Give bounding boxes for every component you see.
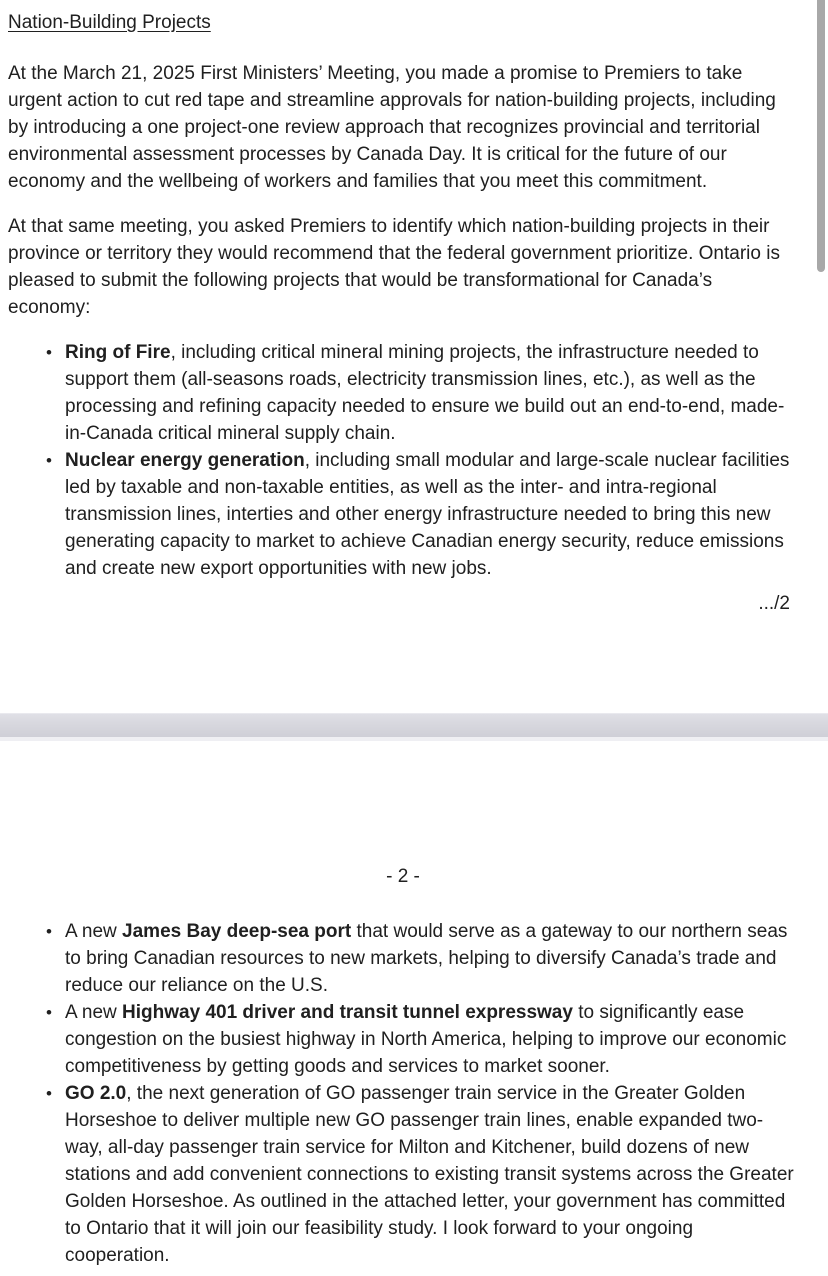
project-list-page-2 [8, 918, 798, 1269]
bullet-bold-text: Nuclear energy generation [65, 450, 305, 471]
bullet-icon: • [46, 343, 52, 362]
document-page-2 [0, 741, 828, 1276]
bullet-body-text: that would serve as a gateway to our northern seas to bring Canadian resources to new markets, helping to diversify Canada’s trade and reduce our reliance on the U.S. [65, 921, 788, 996]
paragraph: At the March 21, 2025 First Ministers’ Meeting, you made a promise to Premiers to take urgent action to cut red tape and streamline approvals for nation-building projects, including by introducing a one project-one review approach that recognizes provincial and territorial environmental assessment processes by Canada Day. It is critical for the future of our economy and the wellbeing of workers and families that you meet this commitment. [8, 63, 776, 192]
project-list-page-1 [8, 339, 798, 582]
bullet-body-text: , including small modular and large-scale nuclear facilities led by taxable and non-taxable entities, as well as the inter- and intra-regional transmission lines, interties and other energy infrastructure needed to bring this new generating capacity to market to achieve Canadian energy security, reduce emissions and create new export opportunities with new jobs. [65, 450, 790, 579]
bullet-body-text: to significantly ease congestion on the busiest highway in North America, helping to improve our economic competitiveness by getting goods and services to market sooner. [65, 1002, 787, 1077]
bullet-icon: • [46, 1084, 52, 1103]
bullet-icon: • [46, 1003, 52, 1022]
page-break-separator [0, 713, 828, 741]
list-item [8, 447, 798, 582]
bullet-icon: • [46, 451, 52, 470]
list-item [8, 1080, 798, 1269]
page-number: - 2 - [386, 866, 420, 887]
bullet-lead-text: A new [65, 1002, 123, 1023]
bullet-bold-text: Ring of Fire [65, 342, 171, 363]
document-title: Nation-Building Projects [8, 12, 211, 33]
bullet-bold-text: Highway 401 driver and transit tunnel expressway [122, 1002, 573, 1023]
bullet-body-text: , the next generation of GO passenger train service in the Greater Golden Horseshoe to deliver multiple new GO passenger train lines, enable expanded two-way, all-day passenger train service for Milton and Kitchener, build dozens of new stations and add convenient connections to existing transit systems across the Greater Golden Horseshoe. As outlined in the attached letter, your government has committed to Ontario that it will join our feasibility study. I look forward to your ongoing cooperation. [65, 1083, 794, 1266]
bullet-lead-text: A new [65, 921, 123, 942]
bullet-bold-text: James Bay deep-sea port [122, 921, 352, 942]
list-item [8, 918, 798, 999]
bullet-body-text: , including critical mineral mining projects, the infrastructure needed to support them (all-seasons roads, electricity transmission lines, etc.), as well as the processing and refining capacity needed to ensure we build out an end-to-end, made-in-Canada critical mineral supply chain. [65, 342, 785, 444]
list-item [8, 339, 798, 447]
list-item [8, 999, 798, 1080]
bullet-bold-text: GO 2.0 [65, 1083, 127, 1104]
scrollbar-thumb[interactable] [817, 0, 825, 272]
paragraph: At that same meeting, you asked Premiers to identify which nation-building projects in their province or territory they would recommend that the federal government prioritize. Ontario is pleased to submit the following projects that would be transformational for Canada’s economy: [8, 216, 780, 318]
page-continuation-marker: .../2 [758, 593, 790, 614]
bullet-icon: • [46, 922, 52, 941]
scrollbar-track[interactable] [814, 0, 828, 1271]
